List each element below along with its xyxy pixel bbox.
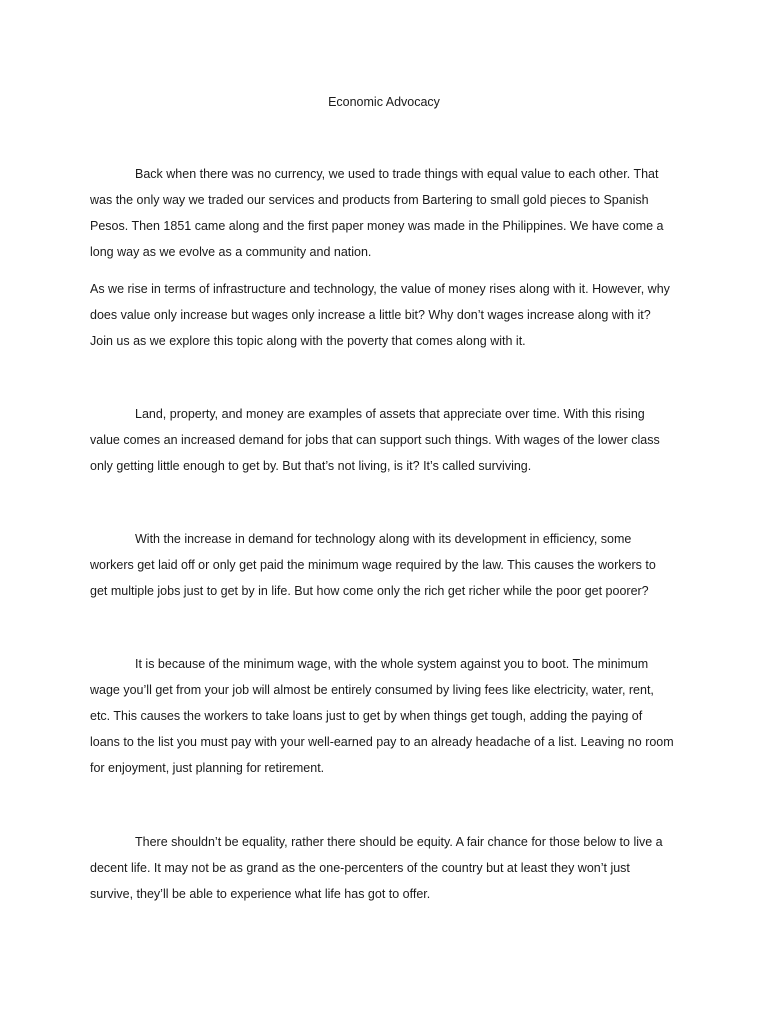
paragraph-currency-history: Back when there was no currency, we used to trade things with equal value to each other. That was the only way we traded our services and products from Bartering to small gold pieces to Spanish Pesos. Then 1851 came along and the first paper money was made in the Philippines. We have come a long way as we evolve as a community and nation.	[90, 167, 664, 259]
paragraph-introduction: As we rise in terms of infrastructure and technology, the value of money rises along with it. However, why does value only increase but wages only increase a little bit? Why don’t wages increase along with it? Join us as we explore this topic along with the poverty that comes along with it.	[90, 282, 670, 348]
paragraph-technology: With the increase in demand for technology along with its development in efficiency, some workers get laid off or only get paid the minimum wage required by the law. This causes the workers to get multiple jobs just to get by in life. But how come only the rich get richer while the poor get poorer?	[90, 532, 656, 598]
paragraph-assets: Land, property, and money are examples of assets that appreciate over time. With this rising value comes an increased demand for jobs that can support such things. With wages of the lower class only getting little enough to get by. But that’s not living, is it? It’s called surviving.	[90, 407, 660, 473]
document-title: Economic Advocacy	[328, 95, 440, 109]
paragraph-minimum-wage: It is because of the minimum wage, with the whole system against you to boot. The minimum wage you’ll get from your job will almost be entirely consumed by living fees like electricity, water, rent, etc. This causes the workers to take loans just to get by when things get tough, adding the paying of loans to the list you must pay with your well-earned pay to an already headache of a list. Leaving no room for enjoyment, just planning for retirement.	[90, 657, 674, 775]
paragraph-equity: There shouldn’t be equality, rather there should be equity. A fair chance for those below to live a decent life. It may not be as grand as the one-percenters of the country but at least they won’t just survive, they’ll be able to experience what life has got to offer.	[90, 835, 663, 901]
